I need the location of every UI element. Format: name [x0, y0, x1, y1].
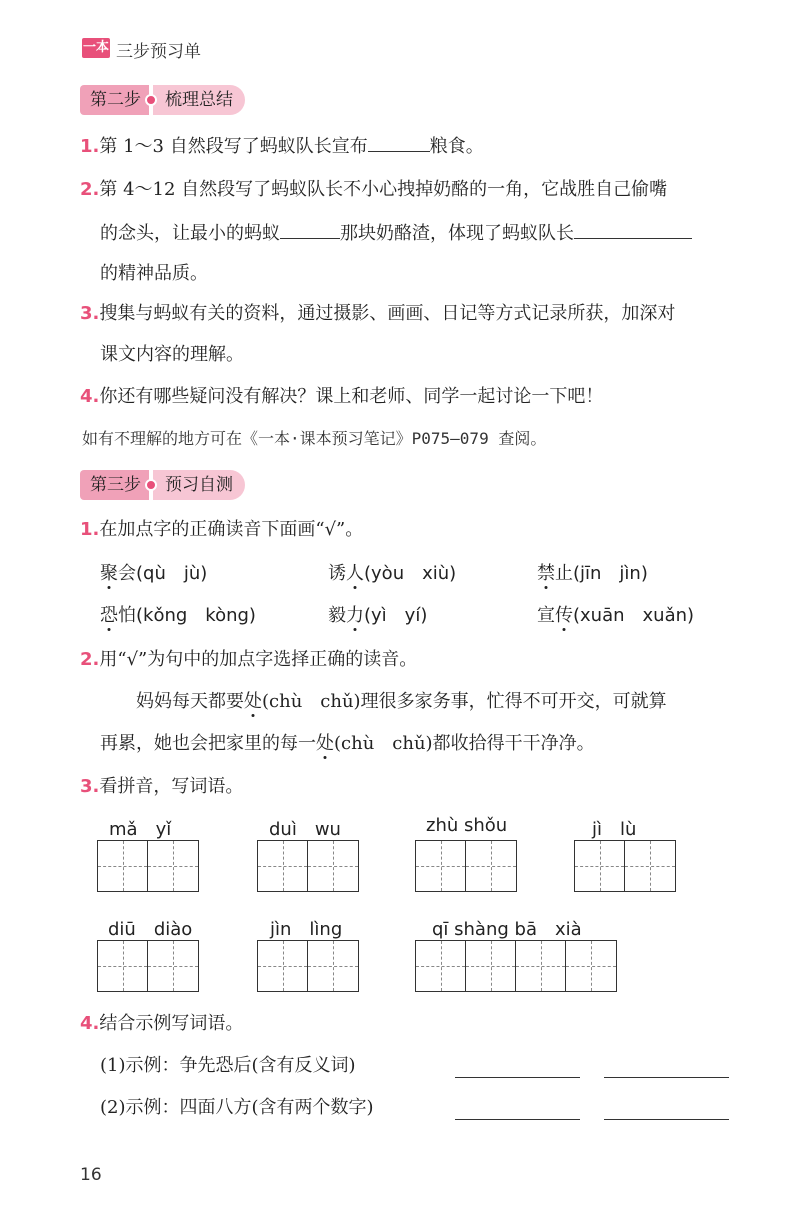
s3-question-1: 1.在加点字的正确读音下面画“√”。	[80, 519, 364, 540]
pinyin-item: 毅力(yì yí)	[328, 605, 428, 626]
s2-question-1: 1.第 1～3 自然段写了蚂蚁队长宣布 粮食。	[80, 131, 484, 161]
answer-blank[interactable]	[280, 218, 340, 239]
pinyin-item: 诱人(yòu xiù)	[328, 563, 457, 584]
s3-question-3: 3.看拼音，写词语。	[80, 776, 244, 797]
s2-question-3-line2: 课文内容的理解。	[100, 344, 244, 365]
step3-name: 预习自测	[153, 470, 245, 500]
bullet-icon	[145, 479, 157, 491]
writing-grid[interactable]	[97, 840, 199, 892]
s3-q2-sentence-line1: 妈妈每天都要处(chù chǔ)理很多家务事，忙得不可开交，可就算	[136, 691, 667, 712]
pinyin-item: 恐怕(kǒng kòng)	[100, 605, 256, 626]
page-number: 16	[80, 1165, 102, 1185]
s2-question-2-line2: 的念头，让最小的蚂蚁 那块奶酪渣，体现了蚂蚁队长	[100, 218, 692, 248]
s2-question-4: 4.你还有哪些疑问没有解决？课上和老师、同学一起讨论一下吧！	[80, 386, 604, 407]
pinyin-label: diū diào	[108, 919, 193, 940]
answer-line[interactable]	[455, 1118, 580, 1120]
s2-question-2: 2.第 4～12 自然段写了蚂蚁队长不小心拽掉奶酪的一角，它战胜自己偷嘴	[80, 179, 668, 200]
pinyin-label: jìn lìng	[270, 919, 343, 940]
example-1: (1)示例：争先恐后(含有反义词)	[100, 1055, 356, 1076]
example-2: (2)示例：四面八方(含有两个数字)	[100, 1097, 374, 1118]
s2-question-2-line3: 的精神品质。	[100, 263, 208, 284]
step2-banner	[80, 85, 245, 115]
answer-blank[interactable]	[574, 218, 692, 239]
s3-question-4: 4.结合示例写词语。	[80, 1013, 244, 1034]
pinyin-label: zhù shǒu	[426, 815, 508, 836]
writing-grid[interactable]	[97, 940, 199, 992]
answer-line[interactable]	[604, 1076, 729, 1078]
answer-blank[interactable]	[368, 131, 430, 152]
step3-tag: 第三步	[80, 470, 149, 500]
pinyin-item: 聚会(qù jù)	[100, 563, 208, 584]
step2-tag: 第二步	[80, 85, 149, 115]
s3-question-2: 2.用“√”为句中的加点字选择正确的读音。	[80, 649, 418, 670]
bullet-icon	[145, 94, 157, 106]
brand-logo: 一本	[82, 38, 110, 58]
writing-grid[interactable]	[415, 940, 617, 992]
reference-note: 如有不理解的地方可在《一本·课本预习笔记》P075—079 查阅。	[82, 429, 547, 448]
answer-line[interactable]	[604, 1118, 729, 1120]
step3-banner	[80, 470, 245, 500]
step2-name: 梳理总结	[153, 85, 245, 115]
writing-grid[interactable]	[257, 840, 359, 892]
pinyin-item: 宣传(xuān xuǎn)	[537, 605, 695, 626]
answer-line[interactable]	[455, 1076, 580, 1078]
s3-q2-sentence-line2: 再累，她也会把家里的每一处(chù chǔ)都收拾得干干净净。	[100, 733, 595, 754]
page-header-title: 三步预习单	[116, 42, 201, 62]
pinyin-item: 禁止(jīn jìn)	[537, 563, 648, 584]
pinyin-label: qī shàng bā xià	[432, 919, 582, 940]
writing-grid[interactable]	[257, 940, 359, 992]
pinyin-label: duì wu	[269, 819, 341, 840]
writing-grid[interactable]	[574, 840, 676, 892]
writing-grid[interactable]	[415, 840, 517, 892]
pinyin-label: jì lù	[592, 819, 637, 840]
pinyin-label: mǎ yǐ	[109, 819, 172, 840]
s2-question-3: 3.搜集与蚂蚁有关的资料，通过摄影、画画、日记等方式记录所获，加深对	[80, 303, 676, 324]
